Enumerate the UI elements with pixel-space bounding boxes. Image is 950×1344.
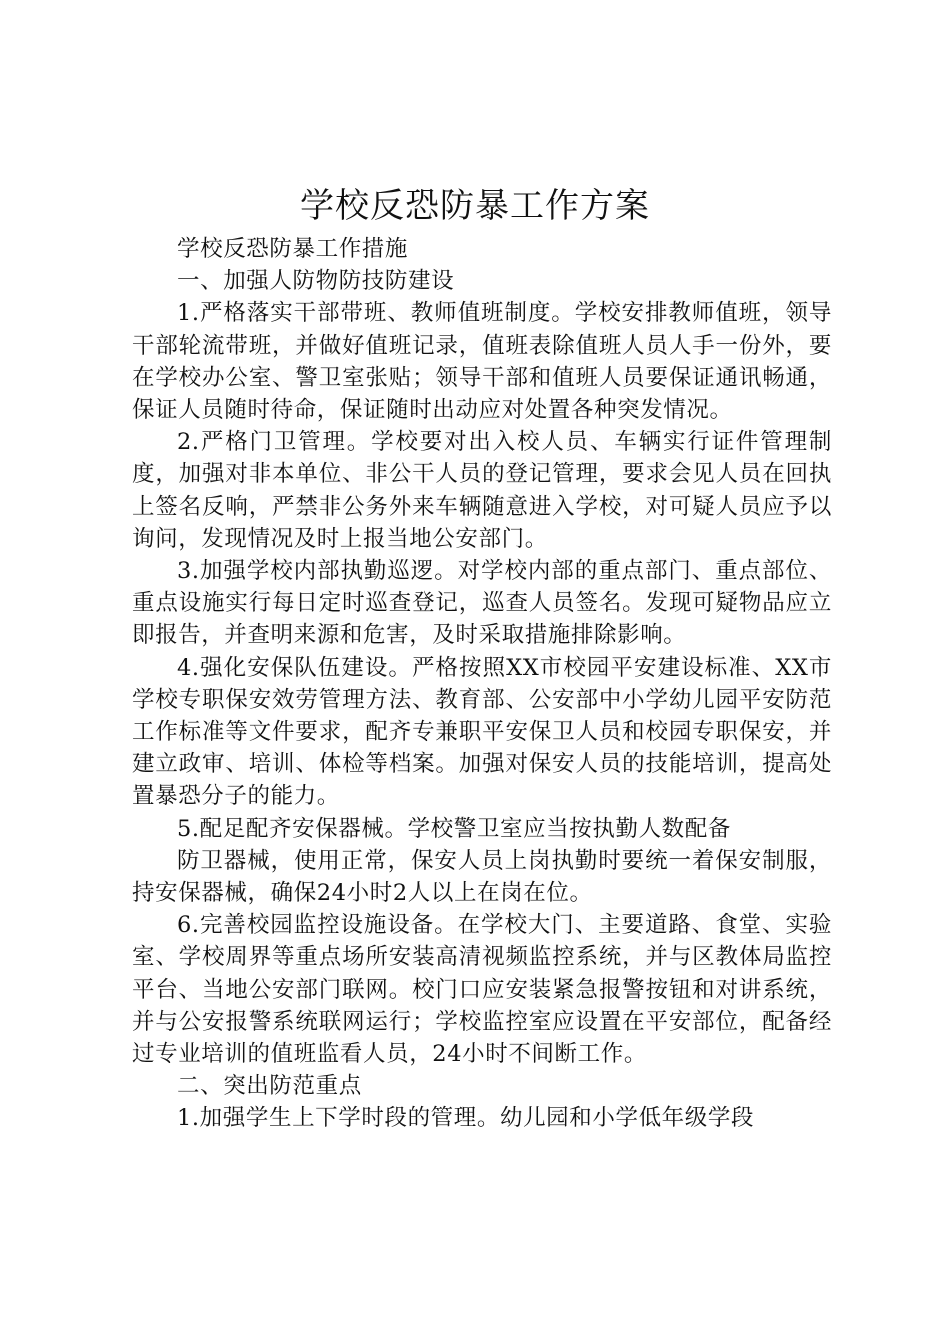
- paragraph: 1.加强学生上下学时段的管理。幼儿园和小学低年级学段: [177, 1105, 755, 1132]
- paragraph: 1.严格落实干部带班、教师值班制度。学校安排教师值班，领导干部轮流带班，并做好值班记录，值班表除值班人员人手一份外，要在学校办公室、警卫室张贴；领导干部和值班人员要保证通讯畅通，保证人员随时待命，保证随时出动应对处置各种突发情况。: [132, 300, 832, 424]
- paragraph: 3.加强学校内部执勤巡逻。对学校内部的重点部门、重点部位、重点设施实行每日定时巡查登记，巡查人员签名。发现可疑物品应立即报告，并查明来源和危害，及时采取措施排除影响。: [132, 558, 832, 649]
- paragraph: 5.配足配齐安保器械。学校警卫室应当按执勤人数配备: [177, 815, 731, 842]
- paragraph: 2.严格门卫管理。学校要对出入校人员、车辆实行证件管理制度，加强对非本单位、非公干人员的登记管理，要求会见人员在回执上签名反响，严禁非公务外来车辆随意进入学校，对可疑人员应予以询问，发现情况及时上报当地公安部门。: [132, 429, 832, 552]
- subsection-heading: 一、加强人防物防技防建设: [177, 268, 455, 295]
- paragraph: 6.完善校园监控设施设备。在学校大门、主要道路、食堂、实验室、学校周界等重点场所安装高清视频监控系统，并与区教体局监控平台、当地公安部门联网。校门口应安装紧急报警按钮和对讲系统，并与公安报警系统联网运行；学校监控室应设置在平安部位，配备经过专业培训的值班监看人员，24小时不间断工作。: [132, 912, 832, 1068]
- document-title: 学校反恐防暴工作方案: [300, 186, 650, 226]
- paragraph: 防卫器械，使用正常，保安人员上岗执勤时要统一着保安制服，持安保器械，确保24小时2人以上在岗在位。: [132, 847, 832, 907]
- subsection-heading: 二、突出防范重点: [177, 1073, 362, 1100]
- section-heading: 学校反恐防暴工作措施: [177, 236, 409, 262]
- document-body: [132, 233, 832, 1135]
- paragraph: 4.强化安保队伍建设。严格按照XX市校园平安建设标准、XX市学校专职保安效劳管理方法、教育部、公安部中小学幼儿园平安防范工作标准等文件要求，配齐专兼职平安保卫人员和校园专职保安，并建立政审、培训、体检等档案。加强对保安人员的技能培训，提高处置暴恐分子的能力。: [132, 654, 832, 810]
